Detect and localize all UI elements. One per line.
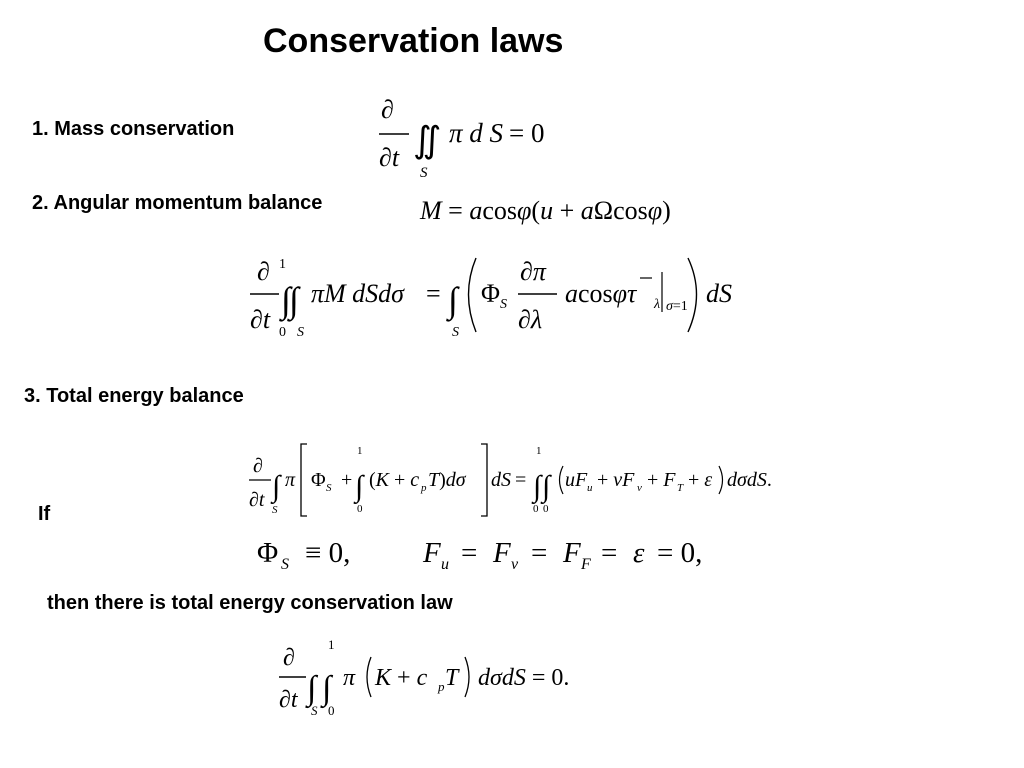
zero-forcing-condition <box>255 530 775 580</box>
svg-text:∂t: ∂t <box>249 489 265 511</box>
svg-text:Φ: Φ <box>481 279 501 308</box>
energy-conservation-label: then there is total energy conservation law <box>47 592 453 614</box>
svg-text:M = acosφ(u + aΩcosφ): M = acosφ(u + aΩcosφ) <box>420 196 671 225</box>
svg-text:∫: ∫ <box>448 280 458 320</box>
svg-text:F: F <box>423 537 441 569</box>
svg-text:dS: dS <box>491 469 511 491</box>
svg-text:v: v <box>637 482 642 494</box>
mass-conservation-equation <box>375 90 565 185</box>
svg-text:∫: ∫ <box>289 280 299 320</box>
svg-text:= 0: = 0 <box>509 118 545 148</box>
svg-text:∂t: ∂t <box>250 305 271 334</box>
svg-text:∂λ: ∂λ <box>518 305 543 334</box>
svg-text:=: = <box>531 537 548 569</box>
svg-text:∂: ∂ <box>257 257 270 286</box>
svg-text:(K + c: (K + c <box>369 469 420 491</box>
if-label: If <box>38 503 51 525</box>
svg-text:u: u <box>441 556 449 573</box>
svg-text:S: S <box>420 165 428 181</box>
svg-text:π: π <box>285 469 296 491</box>
svg-text:Φ: Φ <box>311 469 326 491</box>
svg-text:F: F <box>581 556 591 573</box>
svg-text:1: 1 <box>328 637 335 652</box>
svg-text:uF: uF <box>565 469 588 491</box>
svg-text:∂t: ∂t <box>279 687 298 713</box>
svg-text:T: T <box>445 665 459 691</box>
svg-text:=: = <box>515 469 527 491</box>
svg-text:1: 1 <box>536 445 542 457</box>
svg-text:S: S <box>281 556 289 573</box>
svg-text:∂: ∂ <box>253 455 263 477</box>
svg-text:F: F <box>493 537 511 569</box>
slide-title: Conservation laws <box>263 22 564 60</box>
svg-text:S: S <box>311 703 318 718</box>
svg-text:p: p <box>438 679 445 694</box>
svg-text:∫: ∫ <box>322 670 332 707</box>
svg-text:π d S: π d S <box>449 118 504 148</box>
svg-text:=: = <box>461 537 478 569</box>
svg-text:dS: dS <box>706 279 732 308</box>
angular-momentum-equation <box>245 250 745 345</box>
svg-text:≡ 0,: ≡ 0, <box>305 537 351 569</box>
svg-text:=: = <box>426 279 441 308</box>
svg-text:S: S <box>326 482 332 494</box>
energy-conservation-equation <box>275 635 615 725</box>
mass-conservation-label: 1. Mass conservation <box>32 118 235 140</box>
svg-text:+ vF: + vF <box>597 469 635 491</box>
total-energy-label: 3. Total energy balance <box>24 385 244 407</box>
angular-momentum-definition <box>418 190 698 230</box>
total-energy-equation <box>245 440 795 520</box>
svg-text:dσdS.: dσdS. <box>727 469 772 491</box>
svg-text:F: F <box>563 537 581 569</box>
svg-text:∫: ∫ <box>542 470 551 503</box>
svg-text:σ=1: σ=1 <box>666 299 688 314</box>
svg-text:T: T <box>677 482 684 494</box>
svg-text:+ F: + F <box>647 469 676 491</box>
svg-text:u: u <box>587 482 593 494</box>
svg-text:π: π <box>343 665 356 691</box>
svg-text:∂t: ∂t <box>379 143 400 172</box>
svg-text:∬: ∬ <box>413 120 442 160</box>
svg-text:0: 0 <box>357 503 363 515</box>
svg-text:p: p <box>421 482 427 494</box>
svg-text:πM dSdσ: πM dSdσ <box>311 279 405 308</box>
svg-text:S: S <box>452 325 459 340</box>
svg-text:K + c: K + c <box>375 665 428 691</box>
svg-text:∫: ∫ <box>307 670 317 707</box>
svg-text:0: 0 <box>543 503 549 515</box>
svg-text:+: + <box>341 469 353 491</box>
svg-text:S: S <box>500 297 507 312</box>
svg-text:∫: ∫ <box>533 470 542 503</box>
svg-text:∂: ∂ <box>381 95 394 124</box>
svg-text:acosφτ: acosφτ <box>565 279 637 308</box>
svg-text:ε: ε <box>633 537 645 569</box>
svg-text:∂: ∂ <box>283 645 295 671</box>
svg-text:Φ: Φ <box>257 537 279 569</box>
svg-text:0: 0 <box>328 703 335 718</box>
svg-text:∫: ∫ <box>355 470 364 503</box>
svg-text:S: S <box>297 325 304 340</box>
svg-text:∂π: ∂π <box>520 257 546 286</box>
svg-text:1: 1 <box>357 445 363 457</box>
svg-text:1: 1 <box>279 257 286 272</box>
angular-momentum-label: 2. Angular momentum balance <box>32 192 323 214</box>
svg-text:T)dσ: T)dσ <box>428 469 466 491</box>
svg-text:S: S <box>272 504 278 516</box>
svg-text:+ ε: + ε <box>688 469 713 491</box>
svg-text:∫: ∫ <box>272 470 281 503</box>
svg-text:0: 0 <box>533 503 539 515</box>
svg-text:= 0,: = 0, <box>657 537 703 569</box>
svg-text:∫: ∫ <box>281 280 291 320</box>
svg-text:dσdS = 0.: dσdS = 0. <box>478 665 570 691</box>
svg-text:v: v <box>511 556 519 573</box>
svg-text:=: = <box>601 537 618 569</box>
svg-text:λ: λ <box>654 297 661 312</box>
svg-text:0: 0 <box>279 325 286 340</box>
